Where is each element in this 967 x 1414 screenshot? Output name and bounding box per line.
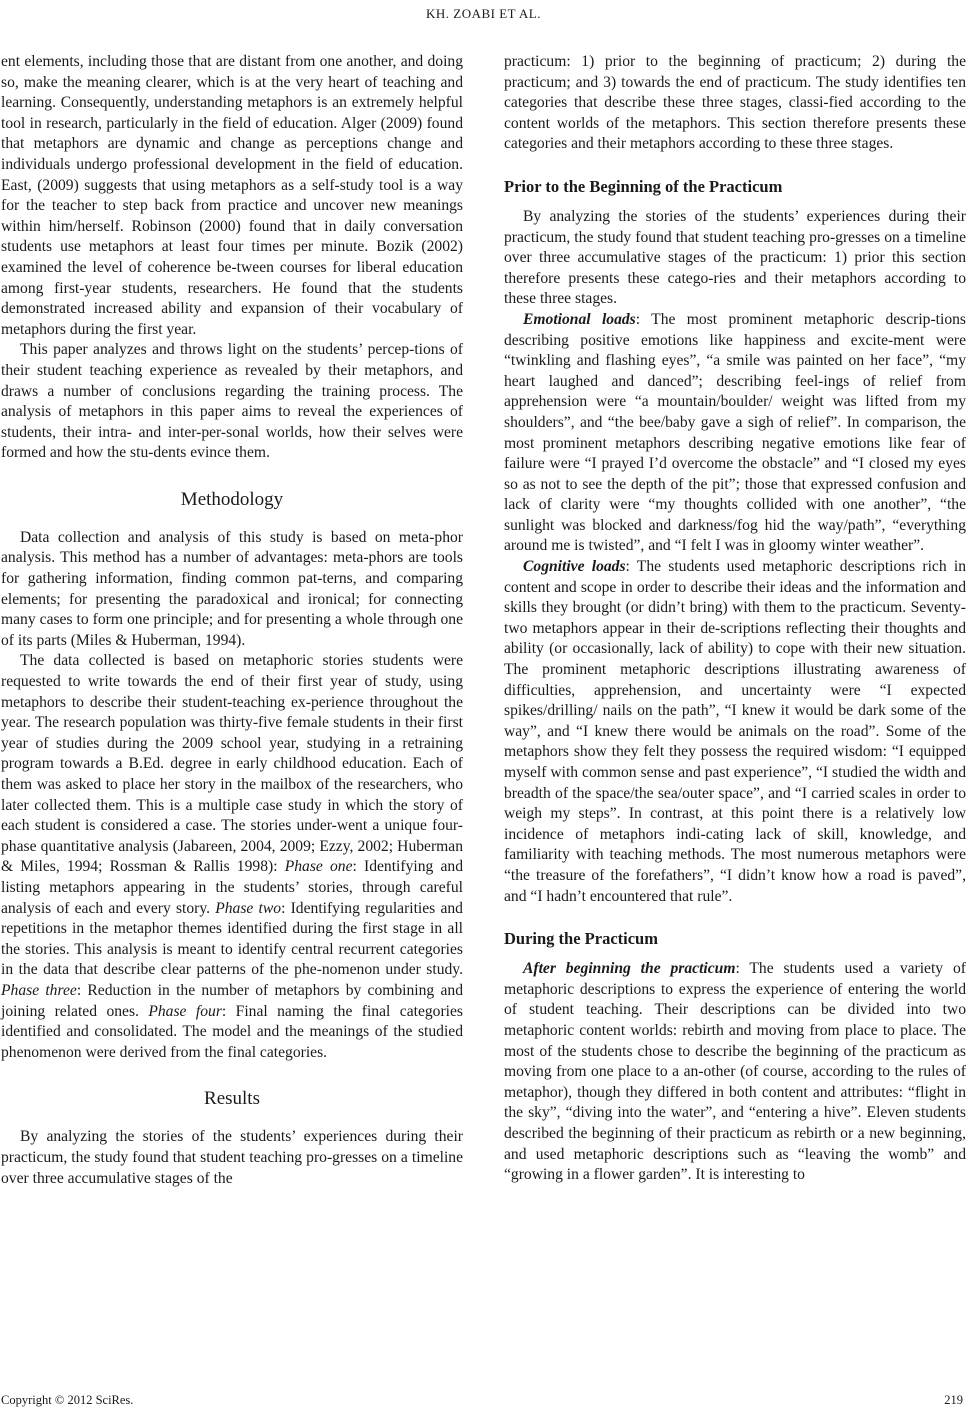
phase-three-label: Phase three xyxy=(1,981,77,999)
text-run: : The students used metaphoric descriptions rich in content and scope in order to describe their ideas and the information and skills they brought (or didn’t bring) with them to the practicum. Seventy-two metaphors appear in their de-scriptions reflecting their thoughts and ability (or occasionally, lack of ability) to cope with their new situation. The prominent metaphoric descriptions illustrating awareness of difficulties, apprehension, and uncertainty were “I expected spikes/drilling/ nails on the path”, “I knew it would be dark some of the way”, and “I knew there would be animals on the road”. Some of the metaphors show they felt they possess the required wisdom: “I equipped myself with common sense and past experience”, “I studied the width and breadth of the space/the sea/outer space”, and “I carried scales in order to weigh my steps”. In contrast, at this point there is a relatively low incidence of metaphors indi-cating lack of skill, knowledge, and familiarity with teaching methods. The most numerous metaphors were “the treasure of the forefathers”, “I didn’t know how a road is paved”, and “I hadn’t encountered that rule”. xyxy=(504,558,966,905)
paragraph xyxy=(504,959,966,1186)
left-column xyxy=(1,52,463,1189)
emotional-loads-label: Emotional loads xyxy=(523,310,636,328)
subsection-title-prior: Prior to the Beginning of the Practicum xyxy=(504,176,783,196)
phase-one-label: Phase one xyxy=(284,858,353,876)
phase-two-label: Phase two xyxy=(215,899,282,917)
paragraph: This paper analyzes and throws light on the students’ percep-tions of their student teaching experience as revealed by their metaphors, and draws a number of conclusions regarding the training process. The analysis of metaphors in this paper aims to reveal the experiences of students, their intra- and inter-per-sonal worlds, how their selves were formed and how the stu-dents evince them. xyxy=(1,341,463,462)
section-title-results: Results xyxy=(204,1088,260,1110)
paragraph: By analyzing the stories of the students’ experiences during their practicum, the study found that student teaching pro-gresses on a timeline over three accumulative stages of the xyxy=(1,1128,463,1187)
page-number: 219 xyxy=(944,1393,963,1407)
after-beginning-label: After beginning the practicum xyxy=(523,960,736,978)
paragraph: practicum: 1) prior to the beginning of practicum; 2) during the practicum; and 3) towards the end of practicum. The study identifies ten categories that describe these three stages, classi-fied according to the content worlds of the metaphors. This section therefore presents these categories and their metaphors according to these three stages. xyxy=(504,53,966,153)
paragraph: By analyzing the stories of the students’ experiences during their practicum, the study found that student teaching pro-gresses on a timeline over three accumulative stages of the practicum: 1) prior this section therefore presents these catego-ries and their metaphors according to these three stages. xyxy=(504,207,966,308)
paragraph xyxy=(504,310,966,557)
text-run: : The most prominent metaphoric descrip-tions describing positive emotions like happiness and excite-ment were “twinkling and flashing eyes”, “a smile was painted on her face”, “my heart laughed and danced”; describing feel-ings of relief from apprehension were “a mountain/boulder/ weight was lifted from my shoulders”, and “the bee/baby gave a sigh of relief”. In comparison, the most prominent metaphors describing negative emotions like fear of failure were “I prayed I’d overcome the obstacle” and “I closed my eyes so as not to see the depth of the pit”; those that expressed confusion and lack of clarity were “my thoughts collided with one another”, “the sunlight was blocked and darkness/fog hid the way/path”, “everything around me is twisted”, and “I felt I was in gloomy winter weather”. xyxy=(504,310,966,555)
phase-four-label: Phase four xyxy=(148,1002,222,1020)
copyright-footer: Copyright © 2012 SciRes. xyxy=(1,1393,134,1407)
right-column xyxy=(504,52,966,1186)
running-head: KH. ZOABI ET AL. xyxy=(425,6,541,21)
section-title-methodology: Methodology xyxy=(180,488,284,510)
text-run: The data collected is based on metaphoric stories students were requested to write towards the end of their first year of study, using metaphors to describe their student-teaching ex-perience throughout the year. The research population was thirty-five female students in their first year of studies during the 2009 school year, studying in a retraining program towards a B.Ed. degree in early childhood education. Each of them was asked to place her story in the mailbox of the researchers, who later collected them. This is a multiple case study in which the story of each student is considered a case. The stories under-went a unique four-phase quantitative analysis (Jabareen, 2004, 2009; Ezzy, 2002; Huberman & Miles, 1994; Rossman & Rallis 1998): xyxy=(1,652,463,876)
paragraph xyxy=(504,557,966,907)
text-run: : Identifying and listing metaphors appearing in the students’ stories, through careful analysis of each and every story. xyxy=(1,858,463,917)
subsection-title-during: During the Practicum xyxy=(504,929,658,949)
text-run: : Final naming the final categories identified and consolidated. The model and the meanings of the studied phenomenon were derived from the final categories. xyxy=(1,1002,463,1061)
paragraph xyxy=(1,651,463,1063)
text-run: : The students used a variety of metaphoric descriptions to express the experience of entering the world of student teaching. Their descriptions can be divided into two metaphoric content worlds: rebirth and moving from place to place. The most of the students chose to describe the beginning of the practicum as moving from one place to a an-other (of course, according to the rules of metaphor), though they differed in both content and attributes: “flight in the sky”, “diving into the water”, and “entering a hive”. Eleven students described the beginning of their practicum as rebirth or a new beginning, and used metaphoric descriptions such as “leaving the womb” and “growing in a flower garden”. It is interesting to xyxy=(504,960,966,1184)
text-run: : Reduction in the number of metaphors by combining and joining related ones. xyxy=(1,981,463,1020)
paragraph: ent elements, including those that are distant from one another, and doing so, make the meaning clearer, which is at the very heart of teaching and learning. Consequently, understanding metaphors is an extremely helpful tool in research, particularly in the field of education. Alger (2009) found that metaphors are dynamic and change as perceptions change and individuals undergo professional development in the field of education. East, (2009) suggests that using metaphors as a self-study tool is a way for the teacher to step back from practice and uncover new meanings within him/herself. Robinson (2000) found that in daily conversation students use metaphors at least four times per minute. Bozik (2002) examined the level of coherence be-tween courses for liberal education among first-year students, researchers. He found that the students demonstrated increased ability and expansion of their vocabulary of metaphors during the first year. xyxy=(1,53,463,338)
paragraph: Data collection and analysis of this study is based on meta-phor analysis. This method has a number of advantages: meta-phors are tools for gathering information, finding common pat-terns, and comparing elements; for presenting the paradoxical and ironical; for connecting many cases to form one principle; and for presenting a whole through one of its parts (Miles & Huberman, 1994). xyxy=(1,528,463,649)
text-run: : Identifying regularities and repetitions in the metaphor themes identified during the first stage in all the stories. This analysis is meant to identify central recurrent categories in the data that describe clear patterns of the phe-nomenon under study. xyxy=(1,899,463,979)
cognitive-loads-label: Cognitive loads xyxy=(523,558,626,576)
